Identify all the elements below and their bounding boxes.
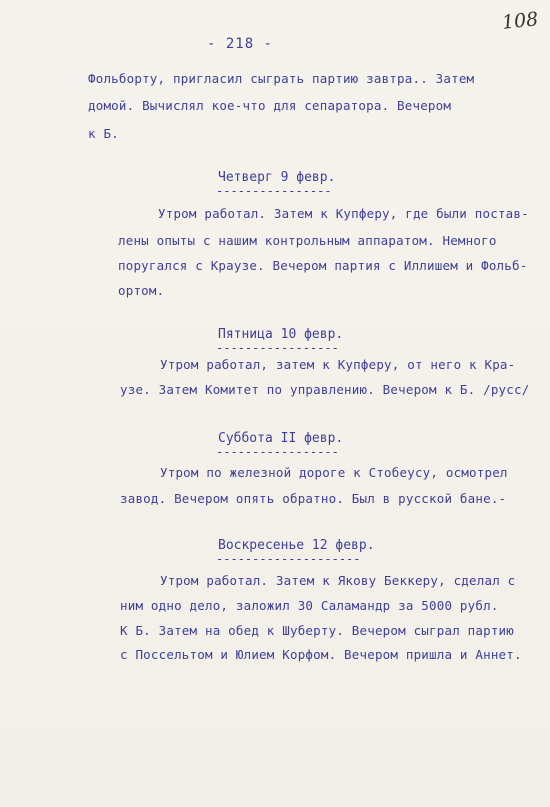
intro-line: Фольборту, пригласил сыграть партию завтра.. Затем <box>88 71 475 86</box>
entry-heading: Четверг 9 февр. <box>218 170 336 185</box>
entry-line: поругался с Краузе. Вечером партия с Иллишем и Фольб- <box>118 258 528 273</box>
entry-line: Утром работал. Затем к Якову Беккеру, сделал с <box>160 573 516 588</box>
heading-underline: ---------------- <box>216 184 332 198</box>
entry-heading: Пятница 10 февр. <box>218 327 344 342</box>
entry-line: Утром по железной дороге к Стобеусу, осмотрел <box>160 465 508 480</box>
entry-line: Утром работал. Затем к Купферу, где были постав- <box>158 206 529 221</box>
intro-line: к Б. <box>88 126 119 141</box>
entry-line: ним одно дело, заложил 30 Саламандр за 5000 рубл. <box>120 598 499 613</box>
entry-line: К Б. Затем на обед к Шуберту. Вечером сыграл партию <box>120 623 515 638</box>
entry-line: ортом. <box>118 283 165 298</box>
entry-line: Утром работал, затем к Купферу, от него к Кра- <box>160 357 516 372</box>
entry-line: с Поссельтом и Юлием Корфом. Вечером пришла и Аннет. <box>120 647 522 662</box>
archive-number: 108 <box>500 8 540 34</box>
entry-heading: Суббота II февр. <box>218 431 344 446</box>
entry-line: узе. Затем Комитет по управлению. Вечером к Б. /русс/ <box>120 382 530 397</box>
page-number: - 218 - <box>206 36 273 52</box>
heading-underline: -------------------- <box>216 552 361 566</box>
entry-line: лены опыты с нашим контрольным аппаратом. Немного <box>118 233 497 248</box>
entry-line: завод. Вечером опять обратно. Был в русской бане.- <box>120 491 507 506</box>
heading-underline: ----------------- <box>216 445 339 459</box>
entry-heading: Воскресенье 12 февр. <box>218 538 375 553</box>
intro-line: домой. Вычислял кое-что для сепаратора. Вечером <box>88 98 452 113</box>
heading-underline: ----------------- <box>216 341 339 355</box>
